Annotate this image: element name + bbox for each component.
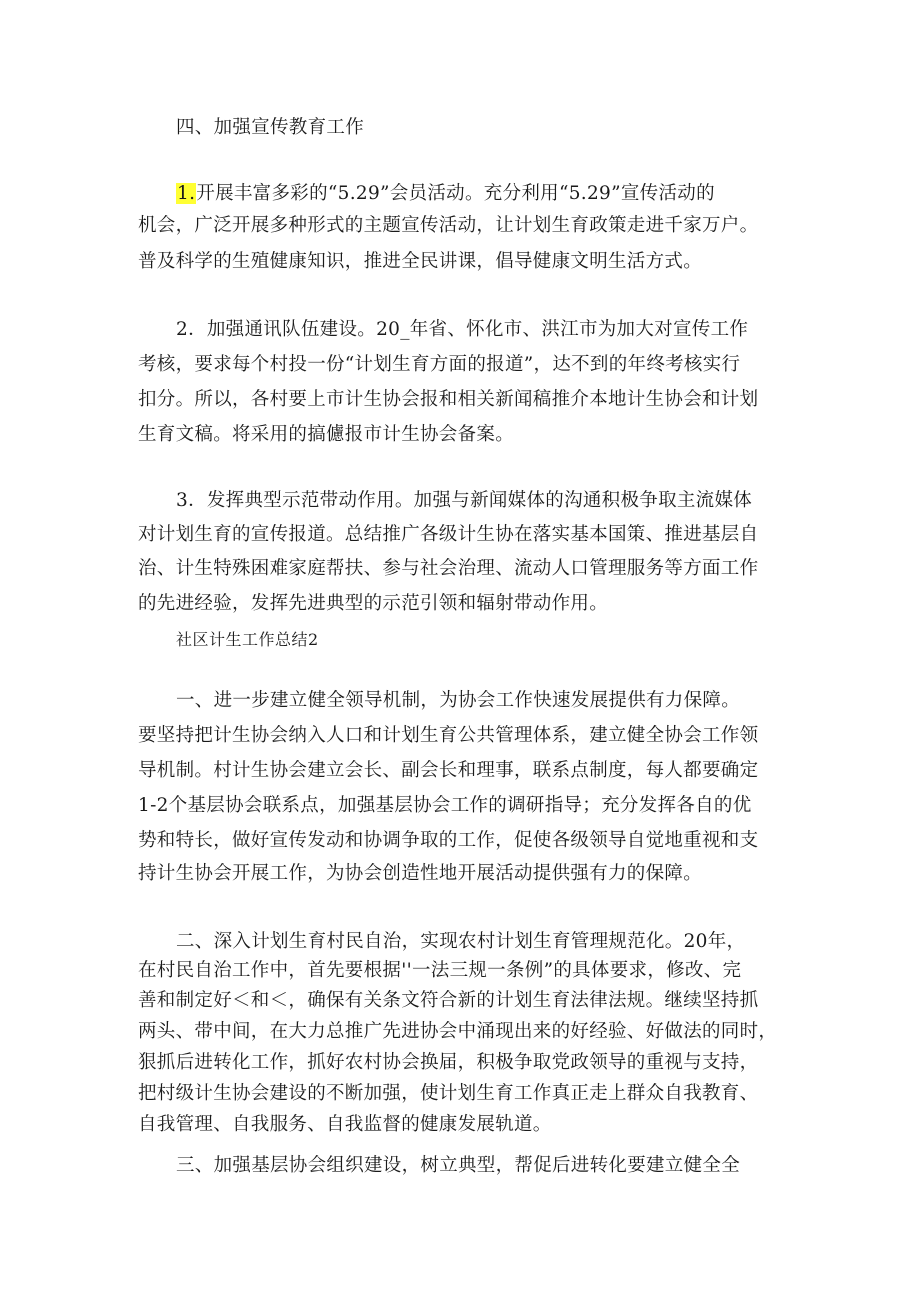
paragraph-line: 1-2个基层协会联系点，加强基层协会工作的调研指导；充分发挥各自的优 xyxy=(138,795,752,816)
paragraph-line: 在村民自治工作中，首先要根据''一法三规一条例”的具体要求，修改、完 xyxy=(138,960,742,981)
paragraph-line: 机会，广泛开展多种形式的主题宣传活动，让计划生育政策走进千家万户。 xyxy=(138,215,759,236)
paragraph-line: 二、深入计划生育村民自治，实现农村计划生育管理规范化。20年， xyxy=(176,931,746,952)
paragraph-line: 导机制。村计生协会建立会长、副会长和理事，联系点制度，每人都要确定 xyxy=(138,760,759,781)
paragraph-line: 善和制定好＜和＜，确保有关条文符合新的计划生育法律法规。继续坚持抓 xyxy=(138,990,759,1011)
paragraph-line: 考核，要求每个村投一份“计划生育方面的报道”，达不到的年终考核实行 xyxy=(138,354,741,375)
paragraph-line: 两头、带中间，在大力总推广先进协会中涌现出来的好经验、好做法的同时， xyxy=(138,1021,778,1042)
section-title: 社区计生工作总结2 xyxy=(176,630,319,649)
paragraph-line: 对计划生育的宣传报道。总结推广各级计生协在落实基本国策、推进基层自 xyxy=(138,524,759,545)
paragraph-line: 要坚持把计生协会纳入人口和计划生育公共管理体系，建立健全协会工作领 xyxy=(138,725,759,746)
highlighted-number: 1. xyxy=(177,183,196,204)
paragraph-line: 2．加强通讯队伍建设。20_年省、怀化市、洪江市为加大对宣传工作 xyxy=(176,319,749,340)
paragraph-line: 把村级计生协会建设的不断加强，使计划生育工作真正走上群众自我教育、 xyxy=(138,1083,759,1104)
paragraph-line: 治、计生特殊困难家庭帮扶、参与社会治理、流动人口管理服务等方面工作 xyxy=(138,558,759,579)
section-heading-4: 四、加强宣传教育工作 xyxy=(176,117,365,138)
paragraph-line: 狠抓后进转化工作，抓好农村协会换届，积极争取党政领导的重视与支持， xyxy=(138,1052,759,1073)
paragraph-text: 开展丰富多彩的“5.29”会员活动。充分利用“5.29”宣传活动的 xyxy=(196,183,715,204)
paragraph-line: 三、加强基层协会组织建设，树立典型，帮促后进转化要建立健全全 xyxy=(176,1155,741,1176)
paragraph-line: 扣分。所以，各村要上市计生协会报和相关新闻稿推介本地计生协会和计划 xyxy=(138,389,759,410)
paragraph-line: 势和特长，做好宣传发动和协调争取的工作，促使各级领导自觉地重视和支 xyxy=(138,830,759,851)
paragraph-line: 的先进经验，发挥先进典型的示范引领和辐射带动作用。 xyxy=(138,593,609,614)
paragraph-line: 一、进一步建立健全领导机制，为协会工作快速发展提供有力保障。 xyxy=(176,690,741,711)
paragraph-line: 持计生协会开展工作，为协会创造性地开展活动提供强有力的保障。 xyxy=(138,863,703,884)
paragraph-line: 3．发挥典型示范带动作用。加强与新闻媒体的沟通积极争取主流媒体 xyxy=(176,490,753,511)
paragraph-line: 自我管理、自我服务、自我监督的健康发展轨道。 xyxy=(138,1114,552,1135)
paragraph-line: 普及科学的生殖健康知识，推进全民讲课，倡导健康文明生活方式。 xyxy=(138,251,703,272)
paragraph-line xyxy=(176,182,788,206)
paragraph-line: 生育文稿。将采用的搞儢报市计生协会备案。 xyxy=(138,424,515,445)
